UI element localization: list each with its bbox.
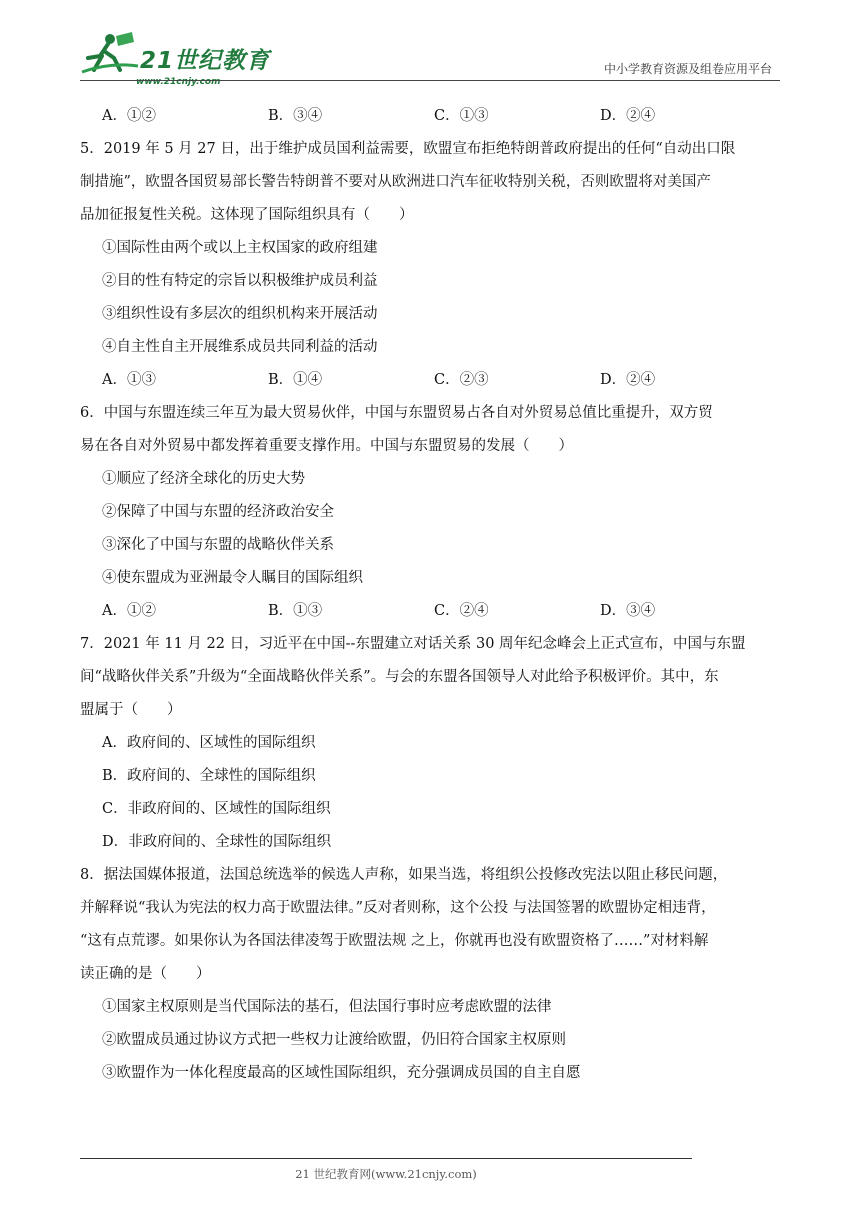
q8-stem-line: 并解释说“我认为宪法的权力高于欧盟法律。”反对者则称，这个公投 与法国签署的欧盟协定相违背， xyxy=(80,900,716,916)
q5-option-b: B．①④ xyxy=(268,372,323,388)
q7-option-b: B．政府间的、全球性的国际组织 xyxy=(102,768,316,784)
runner-icon xyxy=(80,32,140,76)
q7-option-a: A．政府间的、区域性的国际组织 xyxy=(102,735,316,751)
q6-item: ④使东盟成为亚洲最令人瞩目的国际组织 xyxy=(102,570,363,586)
q5-stem-line: 5．2019 年 5 月 27 日，出于维护成员国利益需要，欧盟宣布拒绝特朗普政府提出的任何“自动出口限 xyxy=(80,141,736,157)
q5-item: ③组织性设有多层次的组织机构来开展活动 xyxy=(102,306,378,322)
q4-option-b: B．③④ xyxy=(268,108,323,124)
header-divider xyxy=(80,80,780,81)
q5-item: ④自主性自主开展维系成员共同利益的活动 xyxy=(102,339,378,355)
q8-stem-line: “这有点荒谬。如果你认为各国法律凌驾于欧盟法规 之上，你就再也没有欧盟资格了……”对材料解 xyxy=(80,933,709,949)
q6-option-b: B．①③ xyxy=(268,603,323,619)
q5-stem-line: 制措施”，欧盟各国贸易部长警告特朗普不要对从欧洲进口汽车征收特别关税，否则欧盟将对美国产 xyxy=(80,174,711,190)
q7-stem-line: 间“战略伙伴关系”升级为“全面战略伙伴关系”。与会的东盟各国领导人对此给予积极评价。其中，东 xyxy=(80,669,719,685)
q6-stem-line: 易在各自对外贸易中都发挥着重要支撑作用。中国与东盟贸易的发展（ ） xyxy=(80,438,573,454)
q8-item: ②欧盟成员通过协议方式把一些权力让渡给欧盟，仍旧符合国家主权原则 xyxy=(102,1032,566,1048)
q5-item: ①国际性由两个或以上主权国家的政府组建 xyxy=(102,240,378,256)
q8-item: ③欧盟作为一体化程度最高的区域性国际组织，充分强调成员国的自主自愿 xyxy=(102,1065,581,1081)
q6-option-d: D．③④ xyxy=(600,603,656,619)
q4-options xyxy=(80,100,780,133)
footer-divider xyxy=(80,1158,692,1159)
platform-title: 中小学教育资源及组卷应用平台 xyxy=(603,62,772,76)
q6-option-a: A．①② xyxy=(102,603,156,619)
footer-text: 21 世纪教育网(www.21cnjy.com) xyxy=(295,1167,477,1181)
question-content xyxy=(80,100,780,1090)
site-logo[interactable] xyxy=(80,32,280,87)
q5-options xyxy=(80,364,780,397)
q6-option-c: C．②④ xyxy=(434,603,489,619)
q8-stem-line: 读正确的是（ ） xyxy=(80,966,211,982)
q5-option-a: A．①③ xyxy=(102,372,156,388)
q6-options xyxy=(80,595,780,628)
q5-stem-line: 品加征报复性关税。这体现了国际组织具有（ ） xyxy=(80,207,414,223)
logo-url: www.21cnjy.com xyxy=(136,77,221,87)
q4-option-c: C．①③ xyxy=(434,108,489,124)
q6-stem-line: 6．中国与东盟连续三年互为最大贸易伙伴，中国与东盟贸易占各自对外贸易总值比重提升，双方贸 xyxy=(80,405,713,421)
q4-option-a: A．①② xyxy=(102,108,156,124)
q7-stem-line: 7．2021 年 11 月 22 日，习近平在中国--东盟建立对话关系 30 周年纪念峰会上正式宣布，中国与东盟 xyxy=(80,636,746,652)
q4-option-d: D．②④ xyxy=(600,108,656,124)
q7-stem-line: 盟属于（ ） xyxy=(80,702,182,718)
page-header xyxy=(80,20,780,87)
q6-item: ③深化了中国与东盟的战略伙伴关系 xyxy=(102,537,334,553)
q6-item: ①顺应了经济全球化的历史大势 xyxy=(102,471,305,487)
logo-title: 21世纪教育 xyxy=(140,48,271,74)
q5-item: ②目的性有特定的宗旨以积极维护成员利益 xyxy=(102,273,378,289)
q7-option-c: C．非政府间的、区域性的国际组织 xyxy=(102,801,331,817)
q6-item: ②保障了中国与东盟的经济政治安全 xyxy=(102,504,334,520)
q5-option-d: D．②④ xyxy=(600,372,656,388)
q5-option-c: C．②③ xyxy=(434,372,489,388)
q7-option-d: D．非政府间的、全球性的国际组织 xyxy=(102,834,332,850)
q8-stem-line: 8．据法国媒体报道，法国总统选举的候选人声称，如果当选，将组织公投修改宪法以阻止移民问题， xyxy=(80,867,728,883)
q8-item: ①国家主权原则是当代国际法的基石，但法国行事时应考虑欧盟的法律 xyxy=(102,999,552,1015)
